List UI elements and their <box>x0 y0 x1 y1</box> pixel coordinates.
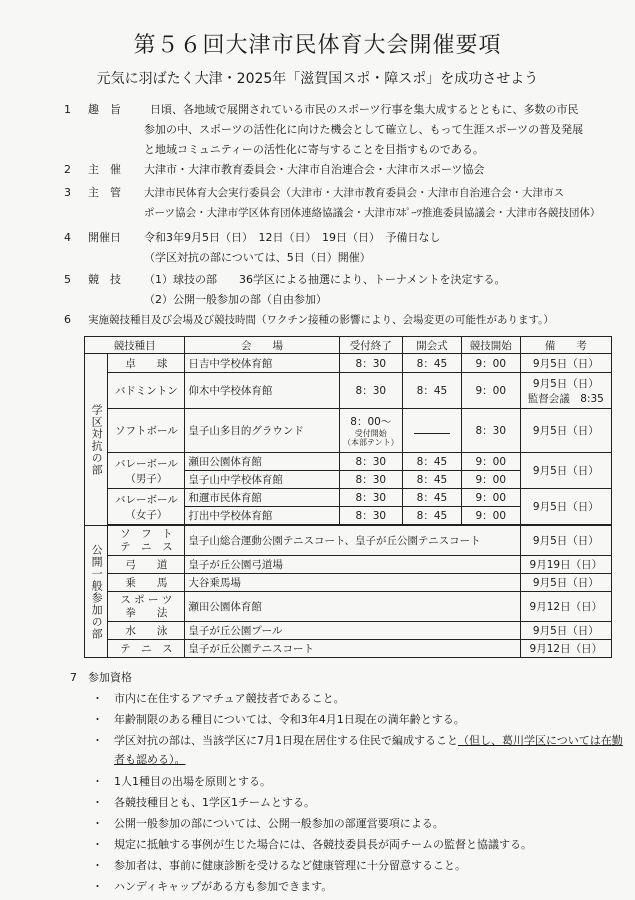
table-row <box>85 489 612 507</box>
note: 9月5日（日） <box>520 574 611 592</box>
table-row <box>85 592 612 622</box>
qualification-item: 規定に抵触する事例が生じた場合には、各競技委員長が両チームの監督と協議する。 <box>114 838 532 851</box>
section-body <box>144 120 614 160</box>
event-name-main: ソ フ ト <box>120 527 173 540</box>
bullet: ・ <box>92 734 103 747</box>
section-number: 3 <box>64 186 71 199</box>
event-name: テ ニ ス <box>108 640 185 658</box>
event-name-sub: （男子） <box>125 472 168 485</box>
event-name-main: バレーボール <box>114 493 178 506</box>
reg-time: 8：30 <box>339 373 402 409</box>
section-body <box>144 228 614 268</box>
qualification-note-cont: 者も認める）。 <box>114 753 186 766</box>
venue: 大谷乗馬場 <box>185 574 520 592</box>
event-name-sub: テ ニ ス <box>120 540 173 553</box>
reg-time: 8：30 <box>339 453 402 471</box>
bullet: ・ <box>92 796 103 809</box>
qualification-note: （但し、葛川学区については在勤 <box>458 734 623 747</box>
open-time: 8：45 <box>403 453 462 471</box>
start-time: 9：00 <box>461 373 520 409</box>
venue: 皇子が丘公園テニスコート <box>185 640 520 658</box>
section-body <box>144 270 614 310</box>
note-meeting: 監督会議 8:35 <box>527 392 604 405</box>
venue: 皇子が丘公園プール <box>185 622 520 640</box>
event-name: 卓 球 <box>108 354 185 373</box>
bullet: ・ <box>92 880 103 893</box>
qualification-item: 年齢制限のある種目については、令和3年4月1日現在の満年齢とする。 <box>114 713 465 726</box>
section-number: 6 <box>64 313 71 326</box>
event-name <box>108 592 185 622</box>
open-time: 8：45 <box>403 489 462 507</box>
event-name <box>108 453 185 489</box>
event-name: バドミントン <box>108 373 185 409</box>
open-time: 8：45 <box>403 507 462 525</box>
section-number: 2 <box>64 163 71 176</box>
start-time: 9：00 <box>461 471 520 489</box>
group-label-school: 学区対抗の部 <box>85 354 108 526</box>
qualification-item: 1人1種目の出場を原則とする。 <box>114 775 271 788</box>
header-start: 競技開始 <box>461 337 520 354</box>
venue: 和邇市民体育館 <box>185 489 339 507</box>
venue: 瀬田公園体育館 <box>185 453 339 471</box>
events-table <box>84 336 612 658</box>
header-notes: 備 考 <box>520 337 611 354</box>
start-time: 9：00 <box>461 354 520 373</box>
table-row <box>85 453 612 471</box>
event-name-main: ス ポ ー ツ <box>120 593 173 606</box>
reg-time: 8：30 <box>339 471 402 489</box>
venue: 仰木中学校体育館 <box>185 373 339 409</box>
event-name <box>108 526 185 556</box>
qualification-item: 市内に在住するアマチュア競技者であること。 <box>114 692 345 705</box>
reg-time-main: 8：00～ <box>350 416 392 428</box>
qualification-text: 学区対抗の部は、当該学区に7月1日現在居住する住民で編成すること <box>114 734 458 747</box>
reg-time: 8：30 <box>339 489 402 507</box>
bullet: ・ <box>92 859 103 872</box>
start-time: 9：00 <box>461 507 520 525</box>
text-line: ポーツ協会・大津市学区体育団体連絡協議会・大津市ｽﾎﾟｰﾂ推進委員協議会・大津市各競技団体） <box>144 207 601 219</box>
open-time: 8：45 <box>403 471 462 489</box>
table-row <box>85 409 612 453</box>
page-subtitle: 元気に羽ばたく大津・2025年「滋賀国スポ・障スポ」を成功させよう <box>96 71 539 87</box>
note-date: 9月5日（日） <box>532 377 599 390</box>
venue: 皇子山多目的グラウンド <box>185 409 339 453</box>
table-row <box>85 354 612 373</box>
bullet: ・ <box>92 775 103 788</box>
header-registration: 受付終了 <box>339 337 402 354</box>
venue: 打出中学校体育館 <box>185 507 339 525</box>
note: 9月12日（日） <box>520 640 611 658</box>
event-name-sub: （女子） <box>125 508 168 521</box>
text-line: （1）球技の部 36学区による抽選により、トーナメントを決定する。 <box>144 273 506 286</box>
event-name-sub: 拳 法 <box>125 606 168 619</box>
section-heading: 開催日 <box>88 231 121 244</box>
venue: 日吉中学校体育館 <box>185 354 339 373</box>
note <box>520 373 611 409</box>
reg-time: 8：30 <box>339 507 402 525</box>
dash-line <box>414 433 450 434</box>
start-time: 9：00 <box>461 453 520 471</box>
note: 9月5日（日） <box>520 453 611 489</box>
venue: 皇子山総合運動公園テニスコート、皇子が丘公園テニスコート <box>185 526 520 556</box>
reg-time-place: （本部テント） <box>342 438 399 447</box>
text-line: （学区対抗の部については、5日（日）開催） <box>144 251 371 264</box>
event-name: 水 泳 <box>108 622 185 640</box>
section-heading: 主 管 <box>88 186 121 199</box>
text-line: 参加の中、スポーツの活性化に向けた機会として確立し、もって生涯スポーツの普及発展 <box>144 123 584 136</box>
text-line: 日頃、各地域で展開されている市民のスポーツ行事を集大成するとともに、多数の市民 <box>150 103 579 116</box>
table-row <box>85 556 612 574</box>
qualification-item: 公開一般参加の部については、公開一般参加の部運営要項による。 <box>114 817 444 830</box>
section-heading: 主 催 <box>88 163 121 176</box>
table-row <box>85 574 612 592</box>
open-time <box>403 409 462 453</box>
text-line: 大津市・大津市教育委員会・大津市自治連合会・大津市スポーツ協会 <box>144 163 485 176</box>
open-time: 8：45 <box>403 354 462 373</box>
note: 9月5日（日） <box>520 409 611 453</box>
qualification-item: 参加者は、事前に健康診断を受けるなど健康管理に十分留意すること。 <box>114 859 466 872</box>
text-line: と地域コミュニティーの活性化に寄与することを目指すものである。 <box>144 143 484 156</box>
note: 9月19日（日） <box>520 556 611 574</box>
bullet: ・ <box>92 817 103 830</box>
header-opening: 開会式 <box>403 337 462 354</box>
header-venue: 会 場 <box>185 337 339 354</box>
bullet: ・ <box>92 838 103 851</box>
section-number: 7 <box>70 671 77 684</box>
text-line: 令和3年9月5日（日） 12日（日） 19日（日） 予備日なし <box>144 231 441 244</box>
section-heading: 趣 旨 <box>88 103 121 116</box>
reg-time <box>339 409 402 453</box>
section-heading: 実施競技種目及び会場及び競技時間（ワクチン接種の影響により、会場変更の可能性があります。） <box>88 314 554 326</box>
bullet: ・ <box>92 692 103 705</box>
event-name: 弓 道 <box>108 556 185 574</box>
venue: 皇子が丘公園弓道場 <box>185 556 520 574</box>
open-time: 8：45 <box>403 373 462 409</box>
bullet: ・ <box>92 713 103 726</box>
page-title: 第５６回大津市民体育大会開催要項 <box>133 33 502 58</box>
note: 9月5日（日） <box>520 622 611 640</box>
event-name-main: バレーボール <box>114 457 178 470</box>
text-line: （2）公開一般参加の部（自由参加） <box>144 293 327 306</box>
start-time: 9：00 <box>461 489 520 507</box>
reg-time: 8：30 <box>339 354 402 373</box>
note: 9月5日（日） <box>520 354 611 373</box>
table-row <box>85 526 612 556</box>
header-event: 競技種目 <box>85 337 185 354</box>
table-row <box>85 640 612 658</box>
group-label-open: 公開一般参加の部 <box>85 526 108 658</box>
venue: 瀬田公園体育館 <box>185 592 520 622</box>
section-heading: 参加資格 <box>88 671 132 684</box>
note: 9月5日（日） <box>520 526 611 556</box>
section-body <box>150 100 620 120</box>
note: 9月12日（日） <box>520 592 611 622</box>
event-name: 乗 馬 <box>108 574 185 592</box>
start-time: 8：30 <box>461 409 520 453</box>
note: 9月5日（日） <box>520 489 611 525</box>
section-body <box>144 183 614 223</box>
table-header-row <box>85 337 612 354</box>
section-number: 1 <box>64 103 71 116</box>
section-number: 4 <box>64 231 71 244</box>
venue: 皇子山中学校体育館 <box>185 471 339 489</box>
table-row <box>85 622 612 640</box>
text-line: 大津市民体育大会実行委員会（大津市・大津市教育委員会・大津市自治連合会・大津市ス <box>144 187 564 199</box>
section-body <box>144 160 614 180</box>
event-name <box>108 489 185 525</box>
section-heading: 競 技 <box>88 273 121 286</box>
section-number: 5 <box>64 273 71 286</box>
reg-time-sub: 受付開始 <box>354 429 387 438</box>
table-row <box>85 373 612 409</box>
qualification-item <box>114 732 623 748</box>
qualification-item: 各競技種目とも、1学区1チームとする。 <box>114 796 315 809</box>
event-name: ソフトボール <box>108 409 185 453</box>
qualification-item: ハンディキャップがある方も参加できます。 <box>114 880 333 893</box>
